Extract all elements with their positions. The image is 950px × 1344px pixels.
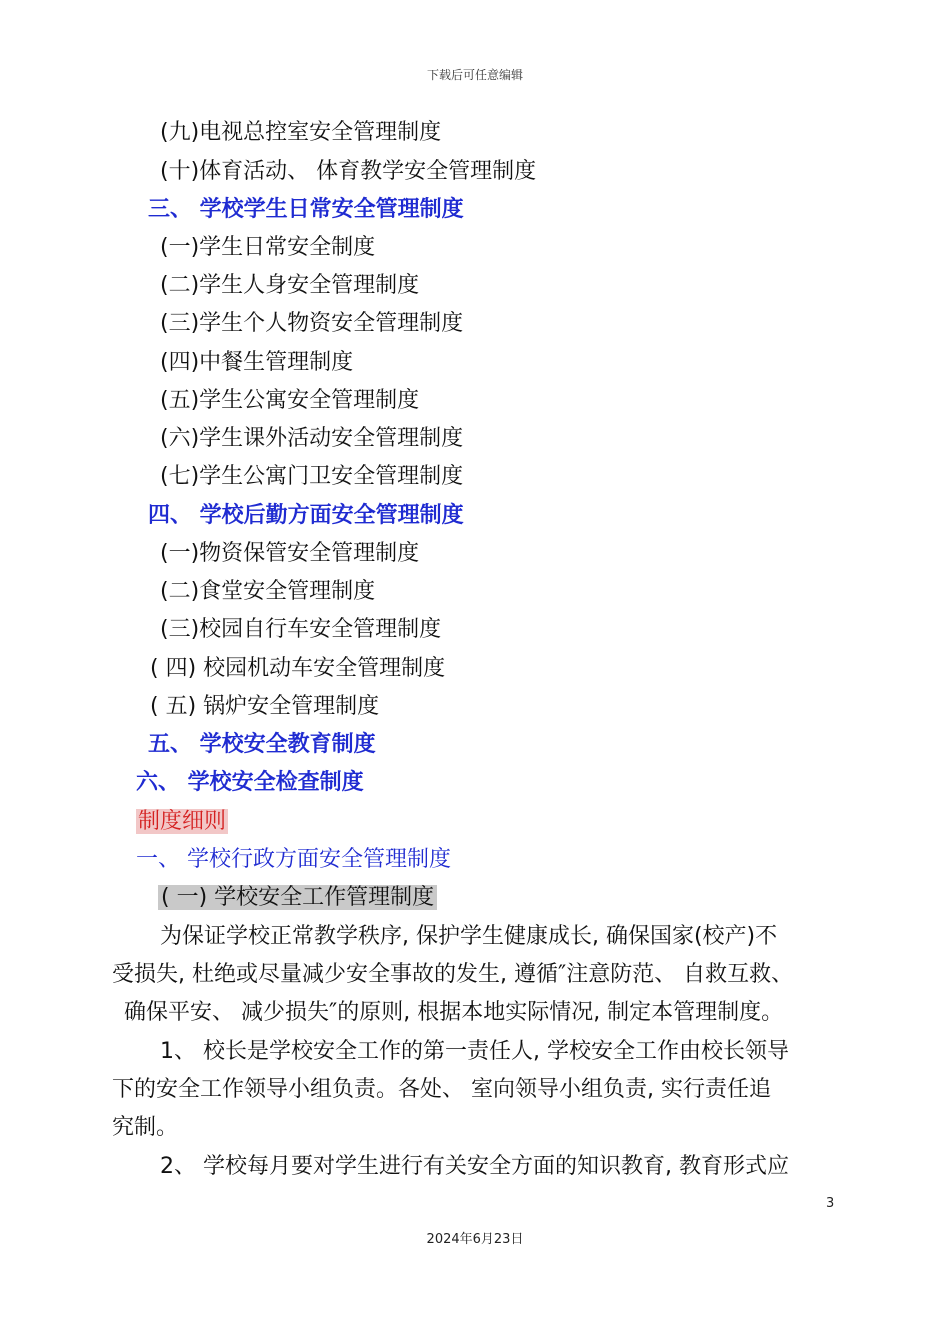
- section-heading-5: 五、 学校安全教育制度: [148, 732, 376, 757]
- list-item: (二)食堂安全管理制度: [160, 579, 376, 604]
- paragraph-line: 受损失, 杜绝或尽量减少安全事故的发生, 遵循″注意防范、 自救互救、: [112, 962, 794, 987]
- list-item: ( 五) 锅炉安全管理制度: [150, 694, 380, 719]
- list-item: (四)中餐生管理制度: [160, 350, 354, 375]
- paragraph-line: 确保平安、 减少损失″的原则, 根据本地实际情况, 制定本管理制度。: [124, 1000, 784, 1025]
- list-item: (三)校园自行车安全管理制度: [160, 617, 442, 642]
- list-item: (三)学生个人物资安全管理制度: [160, 311, 464, 336]
- section-heading-3: 三、 学校学生日常安全管理制度: [148, 197, 464, 222]
- section-heading-6: 六、 学校安全检查制度: [136, 770, 364, 795]
- list-item-10: (十)体育活动、 体育教学安全管理制度: [160, 159, 537, 184]
- list-item: (六)学生课外活动安全管理制度: [160, 426, 464, 451]
- subsection-heading-1: 一、 学校行政方面安全管理制度: [136, 847, 451, 872]
- paragraph-line: 为保证学校正常教学秩序, 保护学生健康成长, 确保国家(校产)不: [160, 924, 778, 949]
- paragraph-line: 下的安全工作领导小组负责。各处、 室向领导小组负责, 实行责任追: [112, 1077, 771, 1102]
- list-item-9: (九)电视总控室安全管理制度: [160, 120, 442, 145]
- sub-item-heading: [158, 883, 437, 913]
- page-header: 下载后可任意编辑: [426, 68, 523, 82]
- list-item: (七)学生公寓门卫安全管理制度: [160, 464, 464, 489]
- rules-heading: [136, 807, 228, 837]
- list-item: (一)物资保管安全管理制度: [160, 541, 420, 566]
- paragraph-line: 1、 校长是学校安全工作的第一责任人, 学校安全工作由校长领导: [160, 1039, 789, 1064]
- list-item: (一)学生日常安全制度: [160, 235, 376, 260]
- sub-item-heading-text: ( 一) 学校安全工作管理制度: [158, 885, 437, 910]
- page-number: 3: [826, 1196, 835, 1211]
- list-item: (二)学生人身安全管理制度: [160, 273, 420, 298]
- list-item: (五)学生公寓安全管理制度: [160, 388, 420, 413]
- paragraph-line: 2、 学校每月要对学生进行有关安全方面的知识教育, 教育形式应: [160, 1154, 789, 1179]
- footer-date: 2024年6月23日: [426, 1232, 524, 1247]
- section-heading-4: 四、 学校后勤方面安全管理制度: [148, 503, 464, 528]
- list-item: ( 四) 校园机动车安全管理制度: [150, 656, 446, 681]
- paragraph-line: 究制。: [112, 1115, 179, 1140]
- rules-heading-text: 制度细则: [138, 809, 227, 834]
